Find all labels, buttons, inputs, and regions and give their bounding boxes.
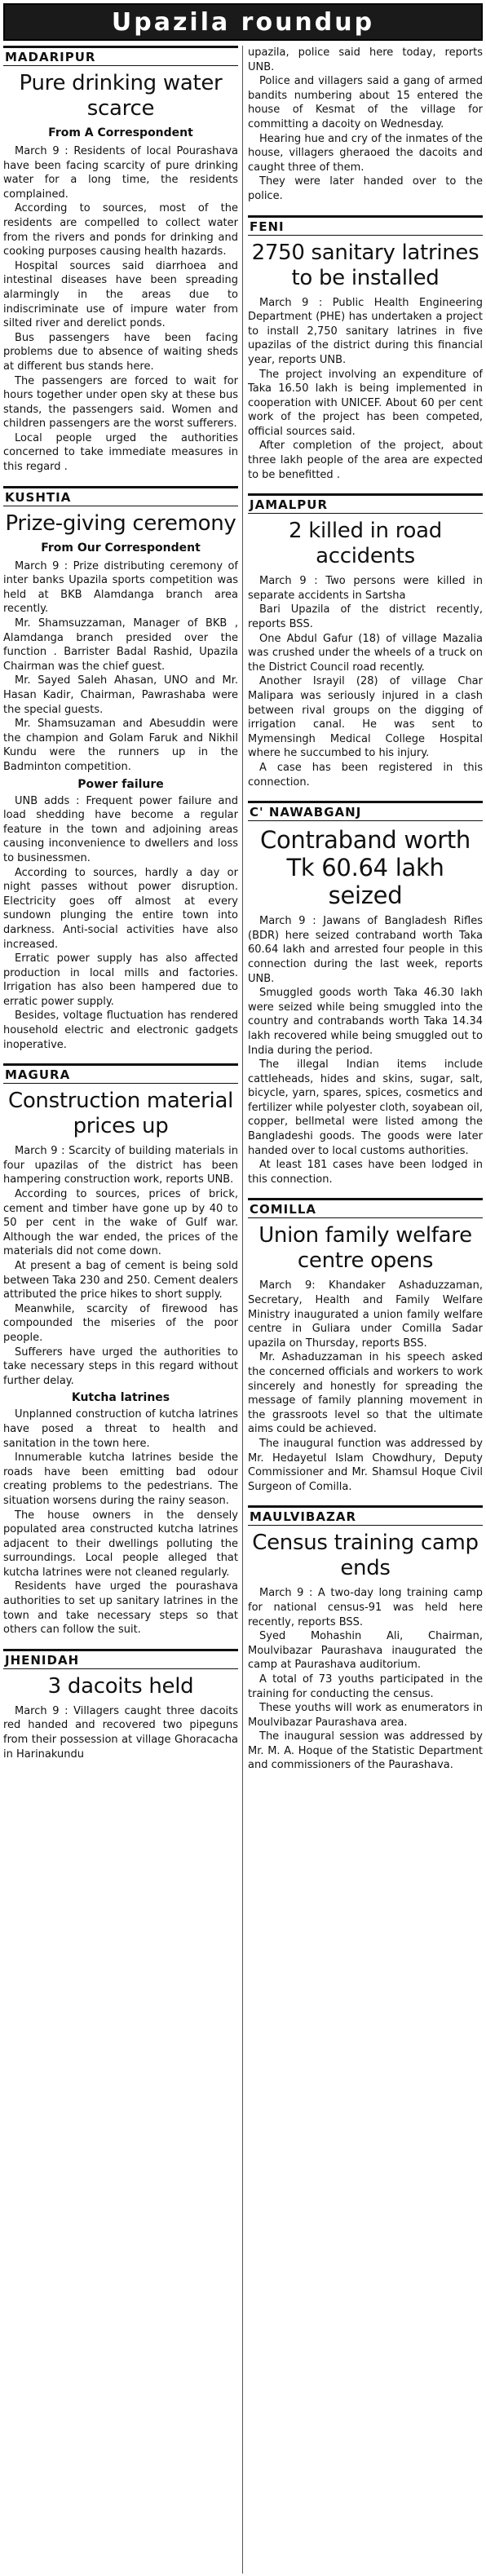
paragraph: March 9 : Villagers caught three dacoits red handed and recovered two pipeguns from their possession at village Ghoracacha in Harinakundu xyxy=(3,1704,238,1761)
article-subhead: Kutcha latrines xyxy=(71,1391,170,1405)
paragraph: According to sources, hardly a day or night passes without power disruption. Electricity goes off almost at every sundown plunging the entire town into darkness. Anti-social activities have also increased. xyxy=(3,866,238,951)
paragraph: Another Israyil (28) of village Char Malipara was seriously injured in a clash between rival groups on the digging of irrigation canal. He was sent to Mymensingh Medical College Hospital where he succumbed to his injury. xyxy=(248,675,483,760)
article-kushtia xyxy=(3,486,238,1053)
paragraph: Smuggled goods worth Taka 46.30 lakh were seized while being smuggled into the country and contrabands worth Taka 14.34 lakh recovered while being smuggled out to India during the period. xyxy=(248,987,483,1057)
paragraph: March 9 : A two-day long training camp for national census-91 was held here recently, reports BSS. xyxy=(248,1587,483,1628)
article-headline: Prize-giving ceremony xyxy=(5,510,236,536)
paragraph: Sufferers have urged the authorities to take necessary steps in this regard without further delay. xyxy=(3,1345,238,1387)
paragraph: Bus passengers have been facing problems due to absence of waiting sheds at different bus stands here. xyxy=(3,331,238,373)
article-comilla xyxy=(248,1198,483,1494)
paragraph: Mr. Shamsuzaman and Abesuddin were the champion and Golam Faruk and Nikhil Kundu were the runners up in the Badminton competition. xyxy=(3,718,238,773)
paragraph: One Abdul Gafur (18) of village Mazalia was crushed under the wheels of a truck on the District Council road recently. xyxy=(248,632,483,674)
paragraph: The inaugural session was addressed by Mr. M. A. Hoque of the Statistic Department and commissioners of the Paurashava. xyxy=(248,1730,483,1772)
dateline-place: MADARIPUR xyxy=(3,46,238,66)
paragraph: March 9 : Public Health Engineering Department (PHE) has undertaken a project to install 2,750 sanitary latrines in five upazilas of the district during this financial year, reports UNB. xyxy=(248,296,483,366)
paragraph: The inaugural function was addressed by Mr. Hedayetul Islam Chowdhury, Deputy Commissioner and Mr. Shamsul Hoque Civil Surgeon of Comilla. xyxy=(248,1437,483,1493)
paragraph: Erratic power supply has also affected production in local mills and factories. Irrigation has also been hampered due to erratic power supply. xyxy=(3,952,238,1008)
article-byline: From A Correspondent xyxy=(48,126,193,139)
paragraph: Meanwhile, scarcity of firewood has compounded the miseries of the poor people. xyxy=(3,1302,238,1344)
article-maulvibazar xyxy=(248,1505,483,1773)
paragraph: Mr. Sayed Saleh Ahasan, UNO and Mr. Hasan Kadir, Chairman, Pawrashaba were the special guests. xyxy=(3,674,238,716)
paragraph: March 9 : Two persons were killed in separate accidents in Sartsha xyxy=(248,575,483,602)
paragraph: March 9 : Jawans of Bangladesh Rifles (BDR) here seized contraband worth Taka 60.64 lakh and arrested four people in this connection during the last week, reports UNB. xyxy=(248,915,483,985)
paragraph: At present a bag of cement is being sold between Taka 230 and 250. Cement dealers attributed the price hikes to short supply. xyxy=(3,1260,238,1301)
article-headline: Pure drinking water scarce xyxy=(19,71,223,121)
dateline-place: MAULVIBAZAR xyxy=(248,1505,483,1526)
paragraph: UNB adds : Frequent power failure and load shedding have become a regular feature in the town and adjoining areas causing inconvenience to dwellers and loss to businessmen. xyxy=(3,794,238,864)
paragraph: The project involving an expenditure of Taka 16.50 lakh is being implemented in cooperation with UNICEF. About 60 per cent work of the project has been competed, official sources said. xyxy=(248,368,483,438)
article-subhead: Power failure xyxy=(77,777,164,791)
paragraph: They were later handed over to the police. xyxy=(248,175,483,202)
paragraph: A total of 73 youths participated in the training for conducting the census. xyxy=(248,1672,483,1700)
dateline-place: MAGURA xyxy=(3,1063,238,1084)
paragraph: Unplanned construction of kutcha latrines have posed a threat to health and sanitation in the town here. xyxy=(3,1408,238,1450)
paragraph: Police and villagers said a gang of armed bandits numbering about 15 entered the house of Kesmat of the village for committing a dacoity on Wednesday. xyxy=(248,75,483,130)
dateline-place: JAMALPUR xyxy=(248,493,483,514)
article-jhenidah xyxy=(3,1649,238,1761)
paragraph: The illegal Indian items include cattleheads, hides and skins, sugar, salt, bicycle, yarn, spares, spices, cosmetics and fertilizer while polyester cloth, soyabean oil, copper, bellmetal were listed among the Bangladeshi goods. The goods were later handed over to local customs authorities. xyxy=(248,1058,483,1157)
section-banner: Upazila roundup xyxy=(3,3,483,41)
paragraph: March 9 : Prize distributing ceremony of inter banks Upazila sports competition was held at BKB Alamdanga branch area recently. xyxy=(3,559,238,616)
paragraph: After completion of the project, about three lakh people of the area are expected to be benefitted . xyxy=(248,440,483,481)
column-rule xyxy=(242,46,243,2574)
article-headline: Census training camp ends xyxy=(252,1531,479,1581)
article-byline: From Our Correspondent xyxy=(41,541,201,555)
paragraph: The passengers are forced to wait for hours together under open sky at these bus stands, the passengers said. Women and children passengers are the worst sufferers. xyxy=(3,374,238,431)
paragraph: March 9 : Scarcity of building materials in four upazilas of the district has been hampering construction work, reports UNB. xyxy=(3,1145,238,1186)
article-magura xyxy=(3,1063,238,1637)
paragraph: Mr. Shamsuzzaman, Manager of BKB , Alamdanga branch presided over the function . Barrister Badal Rashid, Upazila Chairman was the chief guest. xyxy=(3,617,238,673)
article-headline: Contraband worth Tk 60.64 lakh seized xyxy=(260,826,471,910)
paragraph: Syed Mohashin Ali, Chairman, Moulvibazar Paurashava inaugurated the camp at Paurashava auditorium. xyxy=(248,1630,483,1672)
article-headline: Union family welfare centre opens xyxy=(258,1223,472,1274)
left-column xyxy=(3,46,238,2574)
article-jhenidah-continued xyxy=(248,46,483,204)
paragraph: The house owners in the densely populated area constructed kutcha latrines adjacent to their dwellings polluting the surroundings. Local people alleged that kutcha latrines were not cleaned regularly. xyxy=(3,1509,238,1579)
paragraph: March 9: Khandaker Ashaduzzaman, Secretary, Health and Family Welfare Ministry inaugurated a union family welfare centre in Guliara under Comilla Sadar upazila on Thursday, reports BSS. xyxy=(248,1279,483,1350)
article-jamalpur xyxy=(248,493,483,789)
right-column xyxy=(248,46,483,2574)
article-chapai-nawabganj xyxy=(248,801,483,1186)
dateline-place: COMILLA xyxy=(248,1198,483,1218)
article-headline: 2750 sanitary latrines to be installed xyxy=(251,240,479,290)
paragraph: At least 181 cases have been lodged in this connection. xyxy=(248,1159,483,1186)
paragraph: According to sources, most of the residents are compelled to collect water from the rivers and ponds for drinking and cooking purposes causing health hazards. xyxy=(3,202,238,258)
paragraph: These youths will work as enumerators in Moulvibazar Paurashava area. xyxy=(248,1702,483,1729)
dateline-place: FENI xyxy=(248,215,483,236)
article-feni xyxy=(248,215,483,483)
dateline-place: KUSHTIA xyxy=(3,486,238,506)
article-headline: Construction material prices up xyxy=(7,1089,234,1139)
paragraph: Local people urged the authorities concerned to take immediate measures in this regard . xyxy=(3,431,238,474)
paragraph: March 9 : Residents of local Pourashava have been facing scarcity of pure drinking water for a long time, the residents complained. xyxy=(3,145,238,201)
paragraph: Innumerable kutcha latrines beside the roads have been emitting bad odour creating problems to the pedestrians. The situation worsens during the rainy season. xyxy=(3,1451,238,1507)
paragraph: upazila, police said here today, reports UNB. xyxy=(248,46,483,73)
article-headline: 2 killed in road accidents xyxy=(289,519,442,569)
dateline-place: C' NAWABGANJ xyxy=(248,801,483,821)
article-headline: 3 dacoits held xyxy=(47,1673,194,1699)
paragraph: Hospital sources said diarrhoea and intestinal diseases have been spreading alarmingly in the areas due to indiscriminate use of impure water from silted river and derelict ponds. xyxy=(3,259,238,330)
paragraph: According to sources, prices of brick, cement and timber have gone up by 40 to 50 per cent in the wake of Gulf war. Although the war ended, the prices of the materials did not come down. xyxy=(3,1188,238,1258)
paragraph: Bari Upazila of the district recently, reports BSS. xyxy=(248,603,483,631)
article-madaripur xyxy=(3,46,238,475)
paragraph: A case has been registered in this connection. xyxy=(248,761,483,789)
dateline-place: JHENIDAH xyxy=(3,1649,238,1669)
paragraph: Hearing hue and cry of the inmates of the house, villagers gheraoed the dacoits and caught three of them. xyxy=(248,132,483,174)
paragraph: Mr. Ashaduzzaman in his speech asked the concerned officials and workers to work sincerely and honestly for spreading the message of family planning movement in the grassroots level so that the ultimate aims could be achieved. xyxy=(248,1351,483,1436)
paragraph: Besides, voltage fluctuation has rendered household electric and electronic gadgets inoperative. xyxy=(3,1010,238,1051)
paragraph: Residents have urged the pourashava authorities to set up sanitary latrines in the town and take necessary steps so that others can follow the suit. xyxy=(3,1580,238,1637)
